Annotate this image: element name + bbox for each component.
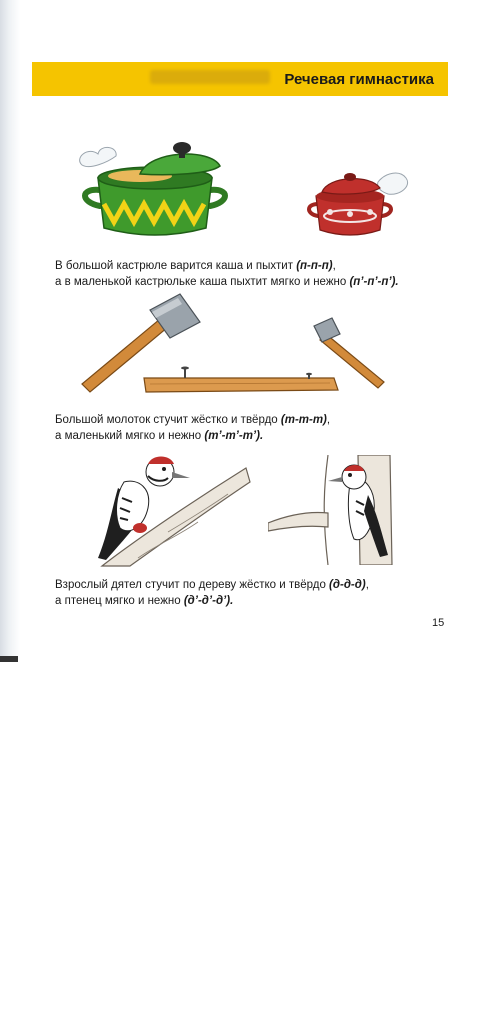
caption-punct: , (326, 414, 331, 426)
big-pot-icon (70, 130, 240, 245)
caption-line (55, 428, 330, 444)
caption-text: В большой кастрюле варится каша и пыхтит (55, 260, 297, 272)
sound-pattern: (д-д-д) (329, 579, 366, 591)
caption-woodpeckers (55, 577, 369, 609)
page-title: Речевая гимнастика (284, 71, 434, 88)
adult-woodpecker-icon (78, 448, 253, 568)
caption-hammers (55, 412, 330, 444)
sound-pattern: (т-т-т) (280, 414, 327, 426)
caption-text: Взрослый дятел стучит по дереву жёстко и твёрдо (55, 579, 330, 591)
caption-text: а маленький мягко и нежно (55, 430, 205, 442)
bleed-through-ghost (150, 70, 270, 84)
sound-pattern: (п’-п’-п’). (349, 276, 399, 288)
page-binding-edge (0, 0, 20, 660)
binding-mark (0, 656, 18, 662)
caption-text: Большой молоток стучит жёстко и твёрдо (55, 414, 281, 426)
caption-line (55, 577, 369, 593)
caption-text: а птенец мягко и нежно (55, 595, 184, 607)
hammers-illustration (70, 290, 400, 400)
caption-line (55, 593, 369, 609)
sound-pattern: (т’-т’-т’). (204, 430, 264, 442)
caption-text: а в маленькой кастрюльке каша пыхтит мягко и нежно (55, 276, 350, 288)
wooden-plank-icon (144, 367, 338, 393)
small-pot-icon (300, 160, 415, 240)
page-number: 15 (432, 617, 445, 629)
caption-pots (55, 258, 399, 290)
caption-line (55, 274, 399, 290)
caption-punct: , (365, 579, 369, 591)
caption-line (55, 258, 399, 274)
caption-line (55, 412, 330, 428)
young-woodpecker-icon (268, 455, 398, 565)
sound-pattern: (п-п-п) (296, 260, 333, 272)
caption-punct: , (332, 260, 336, 272)
sound-pattern: (д’-д’-д’). (183, 595, 234, 607)
big-hammer-icon (82, 294, 200, 392)
